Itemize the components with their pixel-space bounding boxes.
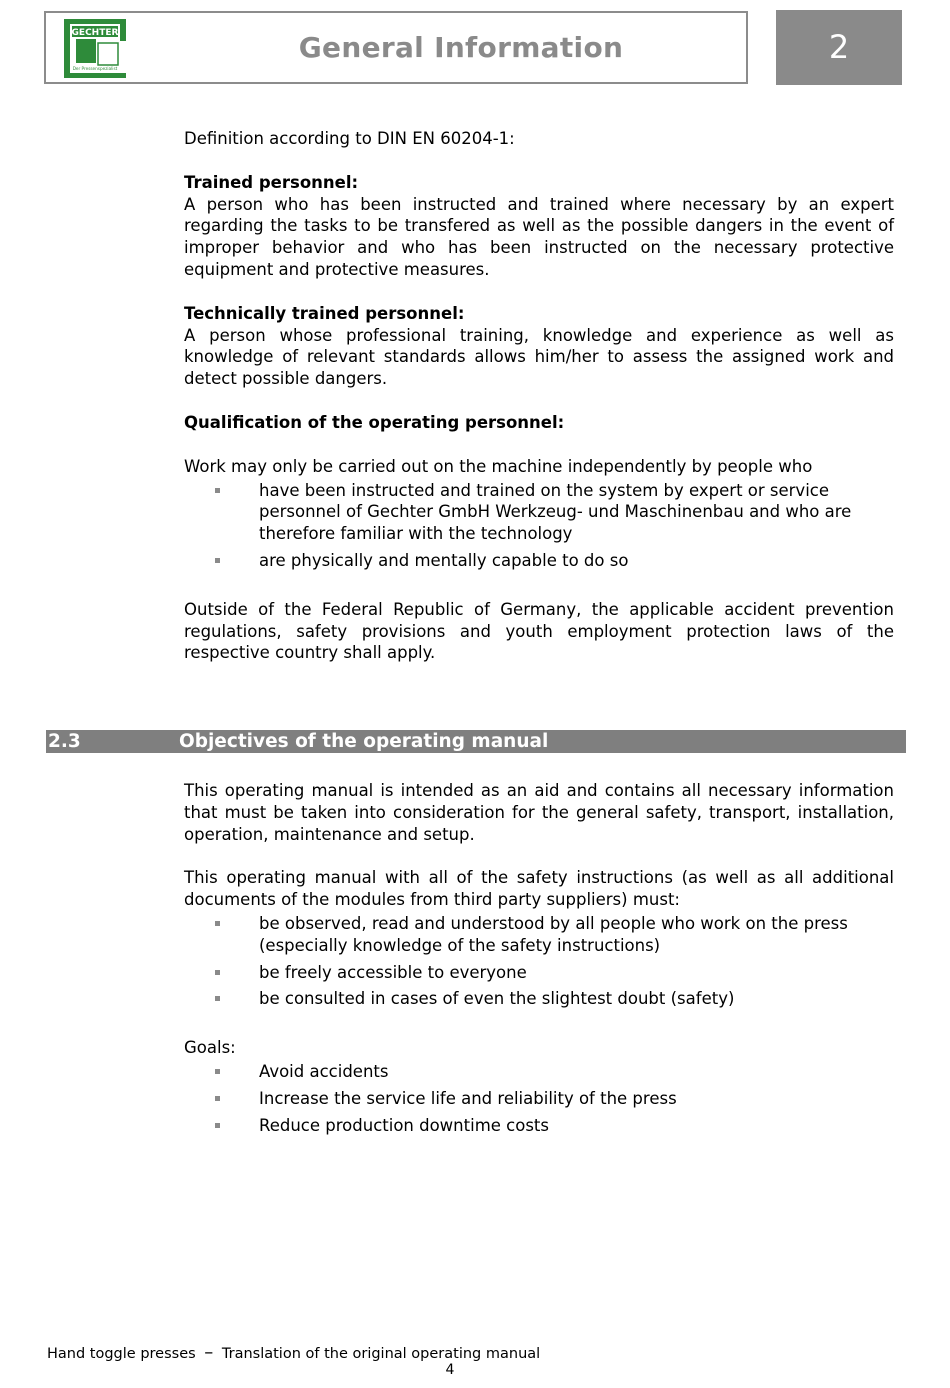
bullet-square-icon bbox=[215, 921, 220, 926]
footer-dash: – bbox=[204, 1342, 214, 1363]
bullet-square-icon bbox=[215, 1123, 220, 1128]
section-heading-bar bbox=[46, 730, 906, 753]
svg-text:Der Pressenspezialist: Der Pressenspezialist bbox=[72, 66, 118, 71]
technical-text: A person whose professional training, knowledge and experience as well as knowledge of relevant standards allows him/her to assess the assigned work and detect possible dangers. bbox=[184, 325, 894, 389]
page-header bbox=[44, 11, 748, 84]
section-title: Objectives of the operating manual bbox=[179, 731, 549, 752]
bullet-square-icon bbox=[215, 488, 220, 493]
list-item: be consulted in cases of even the slightest doubt (safety) bbox=[184, 988, 874, 1010]
bullet-square-icon bbox=[215, 558, 220, 563]
list-item: Avoid accidents bbox=[184, 1061, 874, 1083]
gechter-logo bbox=[62, 17, 128, 80]
bullet-square-icon bbox=[215, 970, 220, 975]
list-item: have been instructed and trained on the system by expert or service personnel of Gechter GmbH Werkzeug- und Maschinenbau and who are therefore familiar with the technology bbox=[184, 480, 874, 545]
objectives-section bbox=[184, 780, 894, 1141]
intro-section bbox=[184, 128, 894, 664]
goals-list bbox=[184, 1061, 894, 1136]
technical-heading: Technically trained personnel: bbox=[184, 303, 465, 323]
trained-text: A person who has been instructed and trained where necessary by an expert regarding the tasks to be transfered as well as the possible dangers in the event of improper behavior and who has been instructed on the necessary protective equipment and protective measures. bbox=[184, 194, 894, 279]
footer-document: Translation of the original operating manual bbox=[221, 1346, 541, 1362]
qualification-heading: Qualification of the operating personnel: bbox=[184, 412, 565, 432]
chapter-number: 2 bbox=[776, 10, 902, 85]
objectives-para-2: This operating manual with all of the safety instructions (as well as all additional documents of the modules from third party suppliers) must: bbox=[184, 868, 894, 910]
footer-product: Hand toggle presses bbox=[47, 1346, 196, 1362]
page-number: 4 bbox=[445, 1362, 455, 1378]
bullet-square-icon bbox=[215, 1069, 220, 1074]
list-item: are physically and mentally capable to do so bbox=[184, 550, 874, 572]
trained-heading: Trained personnel: bbox=[184, 172, 359, 192]
qualification-list bbox=[184, 480, 894, 572]
bullet-square-icon bbox=[215, 1096, 220, 1101]
definition-line: Definition according to DIN EN 60204-1: bbox=[184, 129, 515, 148]
objectives-para-1: This operating manual is intended as an aid and contains all necessary information that must be taken into consideration for the general safety, transport, installation, operation, maintenance and setup. bbox=[184, 781, 894, 844]
list-item: be observed, read and understood by all people who work on the press (especially knowledge of the safety instructions) bbox=[184, 913, 874, 957]
outside-germany-text: Outside of the Federal Republic of Germany, the applicable accident prevention regulations, safety provisions and youth employment protection laws of the respective country shall apply. bbox=[184, 599, 894, 663]
svg-text:GECHTER: GECHTER bbox=[71, 28, 119, 38]
page-title: General Information bbox=[298, 31, 624, 64]
must-list bbox=[184, 913, 894, 1010]
page-footer bbox=[47, 1342, 540, 1363]
qualification-text: Work may only be carried out on the machine independently by people who bbox=[184, 456, 813, 476]
goals-label: Goals: bbox=[184, 1038, 236, 1058]
section-number: 2.3 bbox=[48, 731, 81, 752]
list-item: Increase the service life and reliability of the press bbox=[184, 1088, 874, 1110]
list-item: Reduce production downtime costs bbox=[184, 1115, 874, 1137]
list-item: be freely accessible to everyone bbox=[184, 962, 874, 984]
bullet-square-icon bbox=[215, 996, 220, 1001]
